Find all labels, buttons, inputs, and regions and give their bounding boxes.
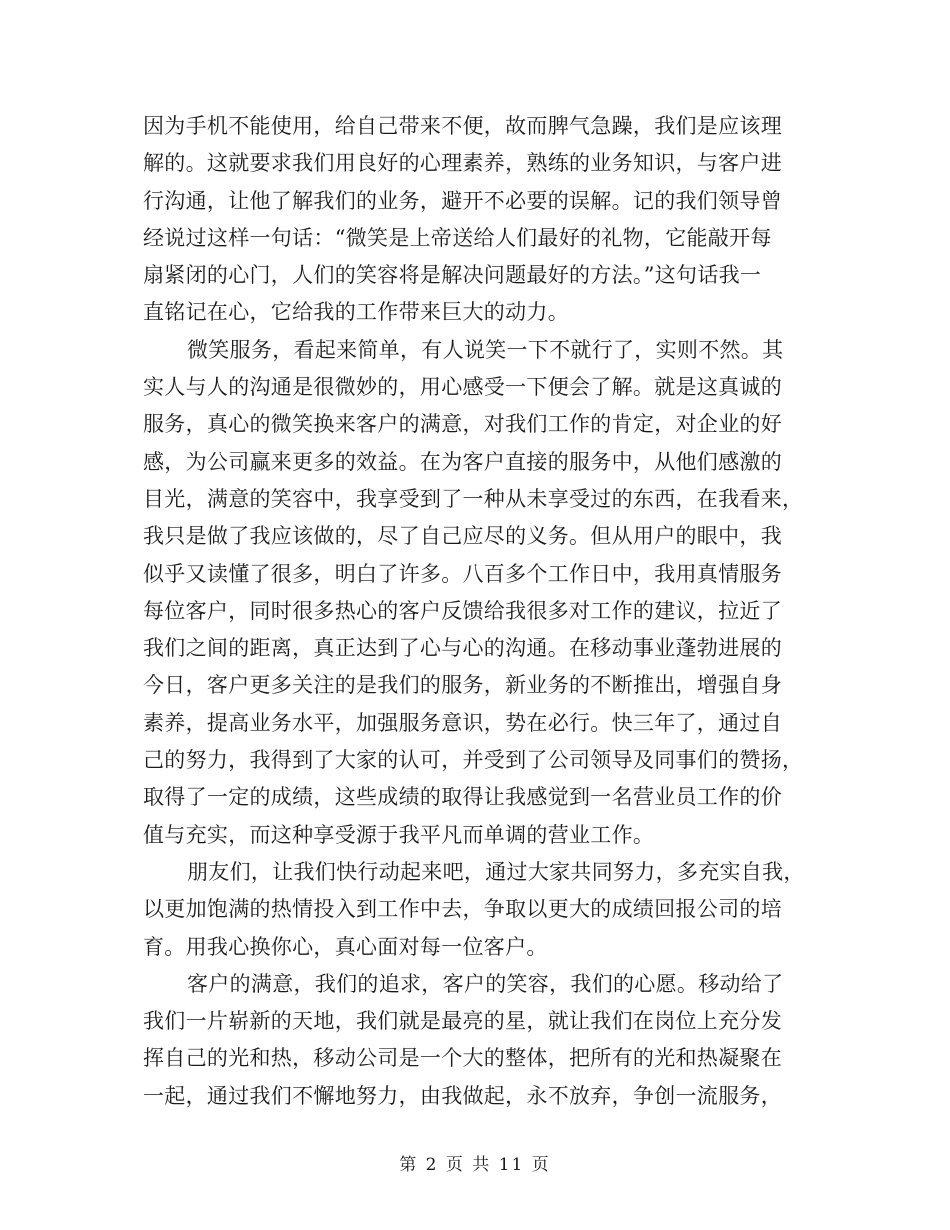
text-line: 我们之间的距离，真正达到了心与心的沟通。在移动事业蓬勃进展的: [143, 636, 782, 661]
document-body: [143, 108, 808, 1115]
text-line: 每位客户，同时很多热心的客户反馈给我很多对工作的建议，拉近了: [143, 598, 782, 623]
text-line: 挥自己的光和热，移动公司是一个大的整体，把所有的光和热凝聚在: [143, 1046, 782, 1071]
text-line: 目光，满意的笑容中，我享受到了一种从未享受过的东西，在我看来，: [143, 486, 804, 511]
text-line: 直铭记在心，它给我的工作带来巨大的动力。: [143, 300, 569, 325]
text-line: 我们一片崭新的天地，我们就是最亮的星，就让我们在岗位上充分发: [143, 1009, 782, 1034]
text-line: 育。用我心换你心，真心面对每一位客户。: [143, 934, 548, 959]
text-line: 感，为公司赢来更多的效益。在为客户直接的服务中，从他们感激的: [143, 449, 782, 474]
text-line: 我只是做了我应该做的，尽了自己应尽的义务。但从用户的眼中，我: [143, 524, 782, 549]
text-line: 似乎又读懂了很多，明白了许多。八百多个工作日中，我用真情服务: [143, 561, 782, 586]
text-line: 值与充实，而这种享受源于我平凡而单调的营业工作。: [143, 822, 655, 847]
text-line: 今日，客户更多关注的是我们的服务，新业务的不断推出，增强自身: [143, 673, 782, 698]
text-line: 取得了一定的成绩，这些成绩的取得让我感觉到一名营业员工作的价: [143, 785, 782, 810]
text-line: 实人与人的沟通是很微妙的，用心感受一下便会了解。就是这真诚的: [143, 375, 782, 400]
text-line: 行沟通，让他了解我们的业务，避开不必要的误解。记的我们领导曾: [143, 188, 782, 213]
text-line: 客户的满意，我们的追求，客户的笑容，我们的心愿。移动给了: [187, 971, 784, 996]
text-line: 因为手机不能使用，给自己带来不便，故而脾气急躁，我们是应该理: [143, 114, 782, 138]
text-line: 经说过这样一句话：“微笑是上帝送给人们最好的礼物，它能敲开每: [143, 225, 772, 250]
text-line: 扇紧闭的心门，人们的笑容将是解决问题最好的方法。”这句话我一: [143, 263, 762, 288]
text-line: 己的努力，我得到了大家的认可，并受到了公司领导及同事们的赞扬，: [143, 748, 804, 773]
text-line: 微笑服务，看起来简单，有人说笑一下不就行了，实则不然。其: [187, 337, 784, 362]
text-line: 解的。这就要求我们用良好的心理素养，熟练的业务知识，与客户进: [143, 151, 782, 176]
text-line: 以更加饱满的热情投入到工作中去，争取以更大的成绩回报公司的培: [143, 897, 782, 922]
page-number-footer: 第 2 页 共 11 页: [399, 1155, 551, 1175]
text-line: 朋友们，让我们快行动起来吧，通过大家共同努力，多充实自我，: [187, 859, 805, 884]
text-line: 素养，提高业务水平，加强服务意识，势在必行。快三年了，通过自: [143, 710, 782, 735]
text-line: 一起，通过我们不懈地努力，由我做起，永不放弃，争创一流服务，: [143, 1083, 782, 1108]
text-line: 服务，真心的微笑换来客户的满意，对我们工作的肯定，对企业的好: [143, 412, 782, 437]
